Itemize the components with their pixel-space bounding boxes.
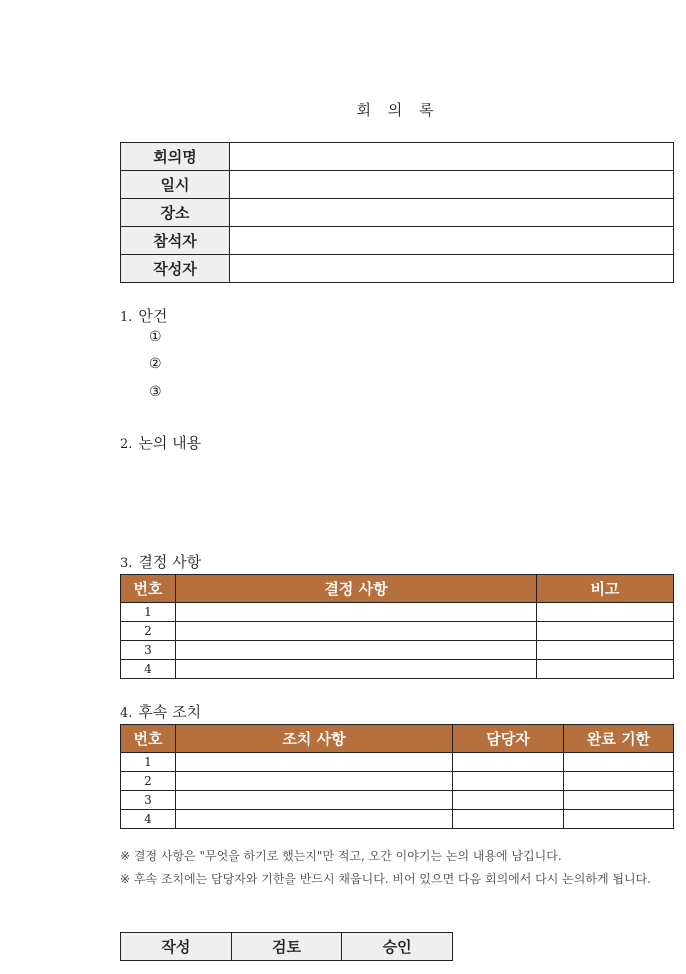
- column-header: 번호: [121, 575, 176, 603]
- info-label: 장소: [121, 199, 230, 227]
- table-cell[interactable]: [176, 753, 453, 772]
- approval-box-review: 검토: [231, 933, 342, 961]
- section-decisions-heading: 3. 결정 사항: [120, 553, 202, 571]
- column-header: 완료 기한: [564, 725, 674, 753]
- table-row: [121, 603, 674, 622]
- info-value-field[interactable]: [230, 143, 674, 171]
- section-discussion-heading: 2. 논의 내용: [120, 434, 202, 452]
- table-cell[interactable]: [176, 641, 537, 660]
- row-number: 4: [121, 810, 176, 829]
- info-row-place: [121, 199, 674, 227]
- row-number: 3: [121, 641, 176, 660]
- info-row-datetime: [121, 171, 674, 199]
- decisions-table: [120, 574, 674, 679]
- approval-box-approve: 승인: [342, 933, 453, 961]
- info-value-field[interactable]: [230, 255, 674, 283]
- table-cell[interactable]: [176, 772, 453, 791]
- info-value-field[interactable]: [230, 199, 674, 227]
- note-followup: ※ 후속 조치에는 담당자와 기한을 반드시 채웁니다. 비어 있으면 다음 회의에서 다시 논의하게 됩니다.: [120, 872, 651, 886]
- info-label: 참석자: [121, 227, 230, 255]
- table-cell[interactable]: [453, 791, 564, 810]
- table-cell[interactable]: [176, 810, 453, 829]
- table-row: [121, 622, 674, 641]
- meeting-info-table: [120, 142, 674, 283]
- column-header: 조치 사항: [176, 725, 453, 753]
- approval-box-author: 작성: [121, 933, 232, 961]
- note-decisions: ※ 결정 사항은 "무엇을 하기로 했는지"만 적고, 오간 이야기는 논의 내용에 남깁니다.: [120, 849, 562, 863]
- table-row: [121, 641, 674, 660]
- table-cell[interactable]: [176, 603, 537, 622]
- section-agenda-heading: 1. 안건: [120, 307, 168, 325]
- section-followup-heading: 4. 후속 조치: [120, 703, 202, 721]
- info-label: 일시: [121, 171, 230, 199]
- table-cell[interactable]: [453, 810, 564, 829]
- table-cell[interactable]: [564, 791, 674, 810]
- table-cell[interactable]: [537, 660, 674, 679]
- table-cell[interactable]: [453, 753, 564, 772]
- info-label: 작성자: [121, 255, 230, 283]
- table-cell[interactable]: [176, 622, 537, 641]
- row-number: 1: [121, 603, 176, 622]
- table-cell[interactable]: [453, 772, 564, 791]
- table-header-row: [121, 725, 674, 753]
- row-number: 4: [121, 660, 176, 679]
- table-header-row: [121, 575, 674, 603]
- table-row: [121, 791, 674, 810]
- table-row: [121, 772, 674, 791]
- info-value-field[interactable]: [230, 171, 674, 199]
- info-label: 회의명: [121, 143, 230, 171]
- info-value-field[interactable]: [230, 227, 674, 255]
- info-row-author: [121, 255, 674, 283]
- row-number: 3: [121, 791, 176, 810]
- agenda-item-2: ②: [149, 356, 162, 372]
- info-row-meeting-name: [121, 143, 674, 171]
- table-cell[interactable]: [176, 660, 537, 679]
- table-cell[interactable]: [564, 753, 674, 772]
- table-cell[interactable]: [537, 622, 674, 641]
- table-cell[interactable]: [537, 641, 674, 660]
- table-cell[interactable]: [537, 603, 674, 622]
- row-number: 2: [121, 772, 176, 791]
- table-row: [121, 753, 674, 772]
- table-cell[interactable]: [564, 810, 674, 829]
- followup-table: [120, 724, 674, 829]
- approval-table: [120, 932, 453, 961]
- column-header: 번호: [121, 725, 176, 753]
- info-row-attendees: [121, 227, 674, 255]
- row-number: 2: [121, 622, 176, 641]
- table-cell[interactable]: [176, 791, 453, 810]
- table-row: [121, 660, 674, 679]
- table-cell[interactable]: [564, 772, 674, 791]
- document-title: 회 의 록: [356, 101, 440, 119]
- agenda-item-1: ①: [149, 329, 162, 345]
- row-number: 1: [121, 753, 176, 772]
- column-header: 담당자: [453, 725, 564, 753]
- column-header: 결정 사항: [176, 575, 537, 603]
- table-row: [121, 810, 674, 829]
- approval-row: [121, 933, 453, 961]
- agenda-item-3: ③: [149, 384, 162, 400]
- column-header: 비고: [537, 575, 674, 603]
